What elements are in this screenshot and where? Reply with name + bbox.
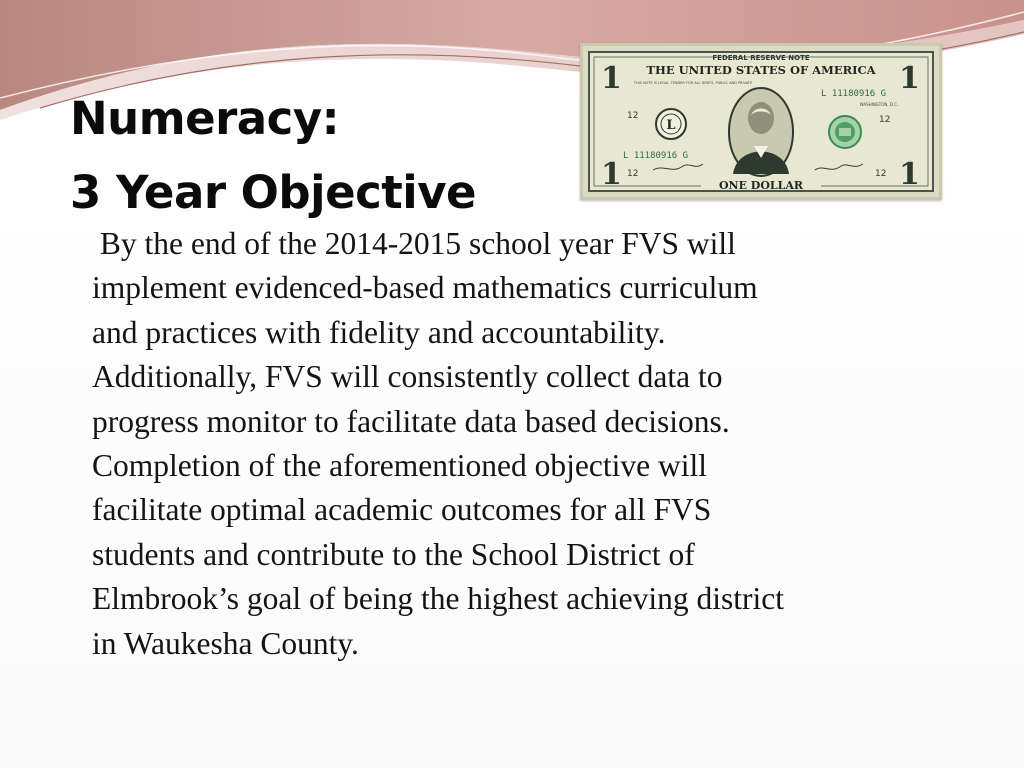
corner-numeral-bottom-left: 1 [601, 157, 622, 192]
title-line-2: 3 Year Objective [70, 166, 477, 219]
paragraph-line: Additionally, FVS will consistently collect data to [92, 359, 723, 395]
bill-legal-tender: THIS NOTE IS LEGAL TENDER FOR ALL DEBTS, PUBLIC AND PRIVATE [633, 81, 753, 85]
plate-number-bottom-right: 12 [875, 169, 887, 179]
corner-numeral-top-left: 1 [601, 61, 622, 96]
treasury-seal-icon [829, 116, 861, 148]
objective-paragraph [92, 222, 972, 666]
paragraph-line: By the end of the 2014-2015 school year FVS will [92, 226, 736, 261]
paragraph-line: in Waukesha County. [92, 625, 359, 661]
paragraph-line: implement evidenced-based mathematics curriculum [92, 270, 758, 306]
paragraph-line: Elmbrook’s goal of being the highest achieving district [92, 581, 784, 617]
paragraph-line: students and contribute to the School District of [92, 536, 695, 572]
portrait-icon [729, 88, 793, 176]
bill-top-banner: FEDERAL RESERVE NOTE [712, 54, 810, 62]
plate-number-left: 12 [627, 111, 639, 121]
slide-title [70, 82, 476, 230]
serial-number-right: L 11180916 G [821, 89, 887, 99]
plate-number-right: 12 [879, 115, 891, 125]
dollar-bill-image [580, 43, 942, 200]
dollar-bill-graphic [583, 46, 939, 197]
bill-bottom-banner: ONE DOLLAR [718, 179, 804, 192]
paragraph-line: progress monitor to facilitate data based decisions. [92, 403, 730, 439]
corner-numeral-bottom-right: 1 [899, 157, 920, 192]
paragraph-line: Completion of the aforementioned objective will [92, 448, 707, 484]
plate-number-bottom-left: 12 [627, 169, 639, 179]
title-line-1: Numeracy: [70, 92, 340, 145]
serial-number-left: L 11180916 G [623, 151, 689, 161]
paragraph-line: facilitate optimal academic outcomes for all FVS [92, 492, 712, 528]
treasury-place: WASHINGTON, D.C. [859, 102, 899, 107]
district-letter: L [666, 118, 676, 133]
paragraph-line: and practices with fidelity and accountability. [92, 314, 666, 350]
corner-numeral-top-right: 1 [899, 61, 920, 96]
federal-reserve-seal-icon [656, 109, 686, 139]
bill-nation-text: THE UNITED STATES OF AMERICA [646, 63, 876, 77]
